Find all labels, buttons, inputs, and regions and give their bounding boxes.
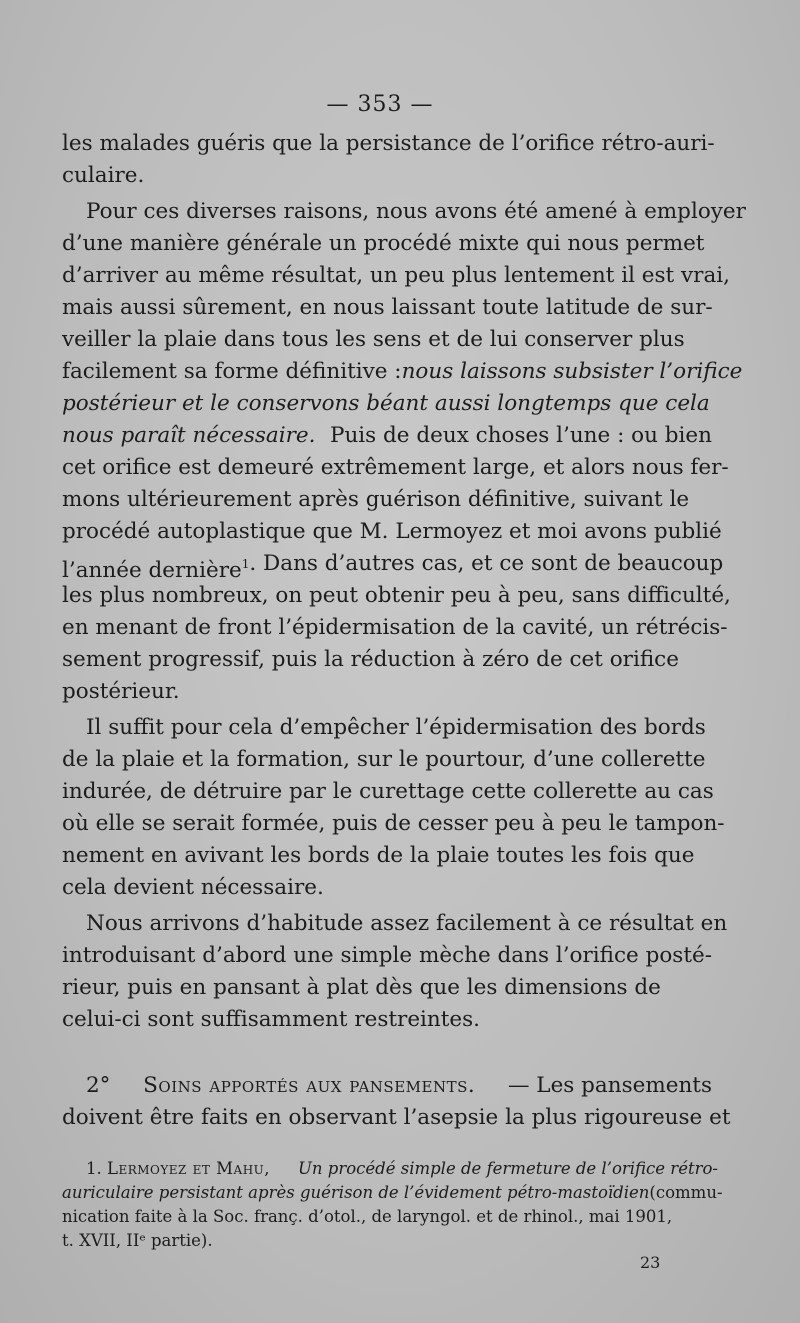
- text-line: doivent être faits en observant l’asepsie la plus rigoureuse et: [62, 1105, 731, 1130]
- text-line: d’une manière générale un procédé mixte qui nous permet: [62, 231, 705, 256]
- footnote-line: auriculaire persistant après guérison de l’évidement pétro-mastoïdien (commu-: [62, 1183, 723, 1202]
- page-number: — 353 —: [326, 92, 434, 117]
- signature-mark: 23: [640, 1253, 661, 1272]
- text-line: postérieur.: [62, 679, 180, 704]
- text-line: Nous arrivons d’habitude assez facilement à ce résultat en: [86, 911, 728, 936]
- text-line: de la plaie et la formation, sur le pourtour, d’une collerette: [62, 747, 706, 772]
- text-line: Il suffit pour cela d’empêcher l’épidermisation des bords: [86, 715, 706, 740]
- text-line: facilement sa forme définitive : nous laissons subsister l’orifice: [62, 359, 743, 384]
- text-line: indurée, de détruire par le curettage cette collerette au cas: [62, 779, 714, 804]
- footnote-line: nication faite à la Soc. franç. d’otol., de laryngol. et de rhinol., mai 1901,: [62, 1207, 673, 1226]
- footnote-line: t. XVII, IIᵉ partie).: [62, 1231, 213, 1250]
- text-line: rieur, puis en pansant à plat dès que les dimensions de: [62, 975, 661, 1000]
- footnote-line: 1. Lermoyez et Mahu, Un procédé simple de fermeture de l’orifice rétro-: [86, 1159, 718, 1178]
- text-line: nement en avivant les bords de la plaie toutes les fois que: [62, 843, 695, 868]
- text-line: introduisant d’abord une simple mèche dans l’orifice posté-: [62, 943, 712, 968]
- text-line: mons ultérieurement après guérison définitive, suivant le: [62, 487, 690, 512]
- section-heading: Soins apportés aux pansements.: [143, 1073, 476, 1098]
- text-line: les malades guéris que la persistance de l’orifice rétro-auri-: [62, 131, 715, 156]
- text-line: les plus nombreux, on peut obtenir peu à peu, sans difficulté,: [62, 583, 731, 608]
- text-line: où elle se serait formée, puis de cesser peu à peu le tampon-: [62, 811, 725, 836]
- text-line: cela devient nécessaire.: [62, 875, 324, 900]
- text-line: sement progressif, puis la réduction à zéro de cet orifice: [62, 647, 679, 672]
- text-line: veiller la plaie dans tous les sens et de lui conserver plus: [62, 327, 685, 352]
- text-line: procédé autoplastique que M. Lermoyez et moi avons publié: [62, 519, 722, 544]
- footnote-marker[interactable]: 1: [241, 557, 250, 571]
- text-line: celui-ci sont suffisamment restreintes.: [62, 1007, 481, 1032]
- text-line: Pour ces diverses raisons, nous avons été amené à employer: [86, 199, 746, 224]
- text-line: cet orifice est demeuré extrêmement large, et alors nous fer-: [62, 455, 729, 480]
- text-line: mais aussi sûrement, en nous laissant toute latitude de sur-: [62, 295, 713, 320]
- text-line: l’année dernière$^1$ . Dans d’autres cas, et ce sont de beaucoup: [62, 551, 724, 583]
- body-text: [62, 128, 746, 1134]
- text-line: d’arriver au même résultat, un peu plus lentement il est vrai,: [62, 263, 730, 288]
- text-line: en menant de front l’épidermisation de la cavité, un rétrécis-: [62, 615, 728, 640]
- section-heading-line: 2° Soins apportés aux pansements. — Les pansements: [62, 1070, 712, 1102]
- text-line: nous paraît nécessaire. Puis de deux choses l’une : ou bien: [62, 423, 712, 448]
- text-line: culaire.: [62, 163, 145, 188]
- text-line: postérieur et le conservons béant aussi longtemps que cela: [62, 391, 710, 416]
- footnote: [62, 1157, 723, 1253]
